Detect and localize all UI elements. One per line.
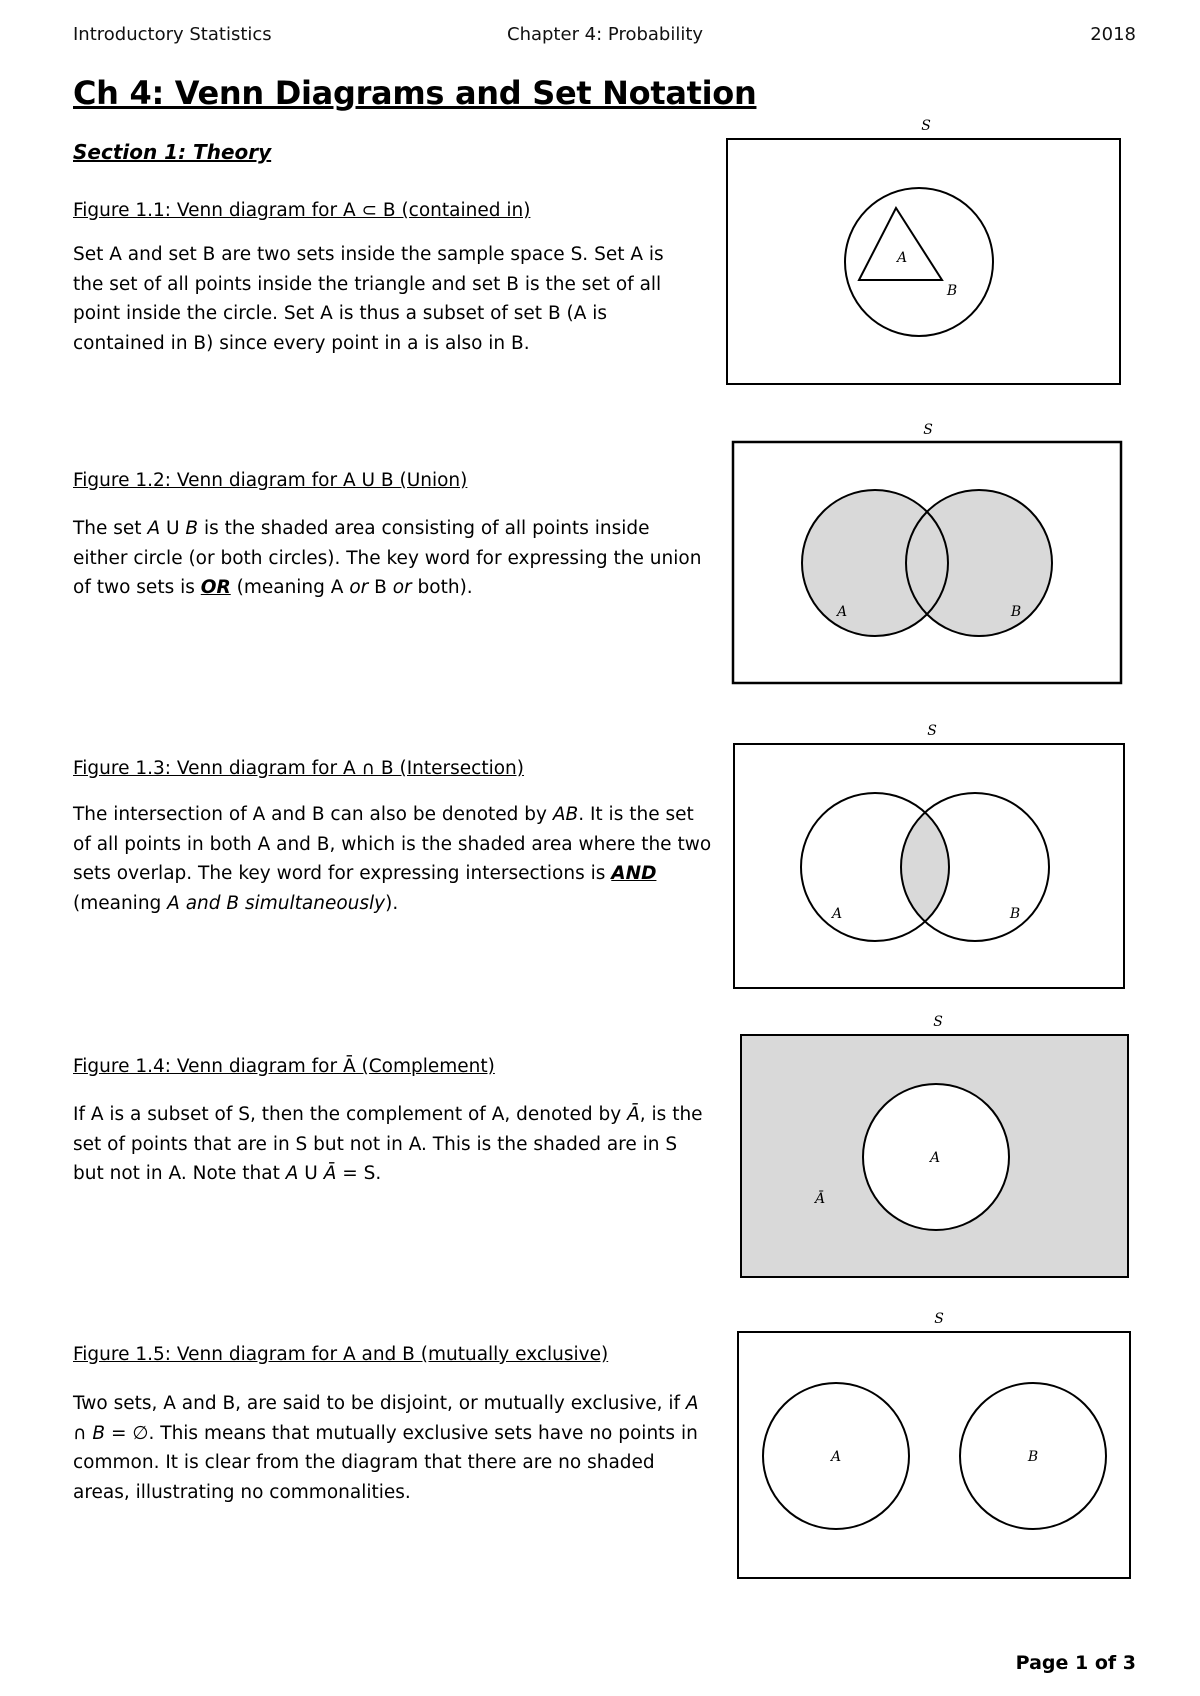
venn-diagram-disjoint xyxy=(738,1311,1130,1578)
text-run: , is the set of points that are in S but not in A. This is the shaded are in S but not in A. Note that xyxy=(73,1104,703,1184)
figure-1-3-caption: Figure 1.3: Venn diagram for A ∩ B (Intersection) xyxy=(73,758,524,779)
figure-1-4-text xyxy=(73,1100,703,1189)
complement-label: Ā xyxy=(814,1191,826,1207)
venn-diagram-union xyxy=(733,422,1121,683)
text-run: ). xyxy=(385,892,399,914)
venn-diagram-intersection xyxy=(734,723,1124,988)
section-heading: Section 1: Theory xyxy=(73,140,272,164)
keyword: OR xyxy=(200,577,231,598)
text-run: = ∅. This means that mutually exclusive sets have no points in common. It is clear from the diagram that there are no shaded areas, illustrating no commonalities. xyxy=(73,1422,698,1503)
set-b-label: B xyxy=(1009,906,1021,922)
set-b-label: B xyxy=(1027,1449,1039,1465)
italic-text: AB xyxy=(552,804,579,825)
text-run: U xyxy=(160,518,186,539)
venn-diagram-subset xyxy=(727,118,1120,384)
sample-space-box xyxy=(727,139,1120,384)
header-left: Introductory Statistics xyxy=(73,24,272,45)
text-run: The set xyxy=(73,518,148,539)
text-run: The intersection of A and B can also be denoted by xyxy=(73,804,553,825)
text-run: . It is the set of all points in both A and B, which is the shaded area where the two sets overlap. The key word for expressing intersections is xyxy=(73,804,712,884)
figure-1-2-caption: Figure 1.2: Venn diagram for A U B (Union) xyxy=(73,470,468,491)
italic-text: A ∩ B xyxy=(73,1393,699,1444)
figure-1-1-text xyxy=(73,240,693,358)
set-a-label: A xyxy=(830,1449,842,1465)
set-a-label: A xyxy=(836,604,848,620)
italic-text: Ā xyxy=(323,1163,337,1184)
figure-1-1-caption: Figure 1.1: Venn diagram for A ⊂ B (contained in) xyxy=(73,200,531,221)
text-run: U xyxy=(298,1163,324,1184)
figure-1-5-text xyxy=(73,1389,713,1507)
sample-space-label: S xyxy=(933,1014,943,1030)
italic-text: B xyxy=(185,518,199,539)
set-a-label: A xyxy=(896,250,908,266)
text-run: (meaning xyxy=(73,892,168,914)
sample-space-label: S xyxy=(923,422,933,438)
text-run: Two sets, A and B, are said to be disjoint, or mutually exclusive, if xyxy=(73,1393,686,1414)
set-b-label: B xyxy=(1010,604,1022,620)
venn-diagram-complement xyxy=(741,1014,1128,1277)
text-run: B xyxy=(368,577,393,598)
figure-1-3-text xyxy=(73,800,713,918)
text-run: = S. xyxy=(336,1163,382,1184)
page-title: Ch 4: Venn Diagrams and Set Notation xyxy=(73,74,757,112)
text-run: is the shaded area consisting of all points inside either circle (or both circles). The key word for expressing the union of two sets is xyxy=(73,518,702,598)
italic-text: A and B simultaneously xyxy=(167,892,386,914)
italic-text: or xyxy=(392,577,412,598)
text-run: (meaning A xyxy=(230,577,350,598)
header-center: Chapter 4: Probability xyxy=(507,24,704,45)
keyword: AND xyxy=(611,863,657,884)
header-right: 2018 xyxy=(1090,24,1136,45)
page-number: Page 1 of 3 xyxy=(1015,1652,1136,1674)
figure-1-4-caption: Figure 1.4: Venn diagram for Ā (Complement) xyxy=(73,1056,495,1077)
sample-space-label: S xyxy=(934,1311,944,1327)
text-run: Set A and set B are two sets inside the sample space S. Set A is the set of all points inside the triangle and set B is the set of all point inside the circle. Set A is thus a subset of set B (A is contained in B) since every point in a is also in B. xyxy=(73,244,664,354)
italic-text: or xyxy=(349,577,369,598)
sample-space-label: S xyxy=(927,723,937,739)
set-a-label: A xyxy=(929,1150,941,1166)
set-b-label: B xyxy=(946,283,958,299)
figure-1-2-text xyxy=(73,514,703,603)
figure-1-5-caption: Figure 1.5: Venn diagram for A and B (mutually exclusive) xyxy=(73,1344,609,1365)
text-run: both). xyxy=(411,577,473,598)
sample-space-box xyxy=(738,1332,1130,1578)
italic-text: Ā xyxy=(627,1104,640,1125)
set-a-label: A xyxy=(831,906,843,922)
venn-diagrams xyxy=(720,0,1140,1696)
italic-text: A xyxy=(147,518,161,539)
sample-space-label: S xyxy=(921,118,931,134)
text-run: If A is a subset of S, then the complement of A, denoted by xyxy=(73,1104,628,1125)
italic-text: A xyxy=(285,1163,299,1184)
